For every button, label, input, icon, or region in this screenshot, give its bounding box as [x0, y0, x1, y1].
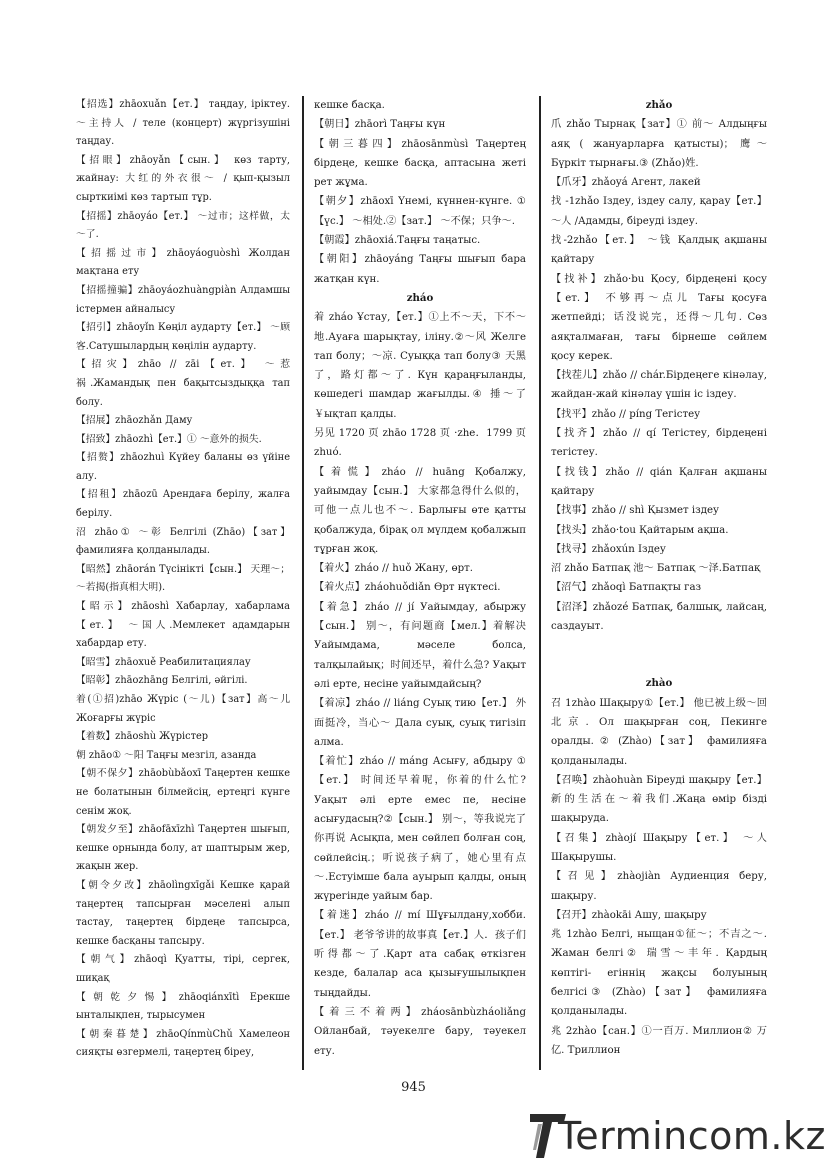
section-heading: zhǎo — [645, 99, 673, 111]
dictionary-entry: 【召唤】zhàohuàn Біреуді шақыру【ет.】 新的生活在～着我们.Жаңа өмір бізді шақыруда. — [551, 774, 767, 825]
dictionary-entry: 【爪牙】zhǎoyá Агент, лакей — [551, 177, 701, 189]
column-middle — [314, 96, 526, 1061]
dictionary-entry: 【招摇过市】zhāoyáoguòshì Жолдан мақтана ету — [76, 247, 290, 278]
dictionary-entry: 【找平】zhǎo // píng Тегістеу — [551, 408, 701, 420]
dictionary-entry: 【朝夕】zhāoxī Үнемі, күннен-күнге. ①【үс.】 ～相处.②【зат.】 ～不保；只争～. — [314, 196, 526, 227]
dictionary-entry: 【着迷】zháo // mí Шұғылдану,хобби.【ет.】 老爷爷讲的故事真【ет.】人．孩子们听得都～了.Қарт ата сабақ өткізген кезде, балалар аса қызығушылықпен тыңдайды. — [314, 910, 526, 999]
dictionary-entry: 【招展】zhāozhǎn Даму — [76, 415, 193, 427]
dictionary-entry: 【朝霞】zhāoxiá.Таңғы таңатыс. — [314, 235, 481, 247]
dictionary-entry: 爪 zhǎo Тырнақ【зат】① 前～ Алдыңғы аяқ ( жануарларға қатысты)；鹰～ Бүркіт тырнағы.③ (Zhǎo)姓. — [551, 119, 767, 169]
dictionary-entry: 【沼气】zhǎoqì Батпақты газ — [551, 582, 702, 594]
dictionary-entry: 【朝日】zhāorì Таңғы күн — [314, 119, 446, 131]
section-heading: zhào — [645, 677, 673, 690]
dictionary-entry: 【朝三暮四】zhāosānmùsì Таңертең бірдеңе, кешке басқа, аптасына жеті рет жұма. — [314, 138, 526, 189]
column-divider-2 — [539, 96, 541, 1070]
dictionary-entry: 【朝发夕至】zhāofāxīzhì Таңертен шығып, кешке орнында болу, ат шаптырым жер, жақын жер. — [76, 824, 290, 873]
dictionary-entry: 【朝乾夕惕】zhāoqiánxītì Ерекше ынталықпен, тырысумен — [76, 991, 290, 1022]
dictionary-entry: 沼 zhǎo Батпақ 池～ Батпақ ～泽.Батпақ — [551, 563, 761, 575]
dictionary-entry: 【找补】zhǎo·bu Қосу, бірдеңені қосу【ет.】 不够再～点儿 Тағы қосуға жетпейді；话没说完，还得～几句. Сөз аяқталмаған, тағы бірнеше сөйлем қосу керек. — [551, 273, 767, 362]
dictionary-entry: 【找头】zhǎo·tou Қайтарым ақша. — [551, 524, 729, 536]
dictionary-entry: 找-2zhǎo【ет.】 ～钱 Қалдық ақшаны қайтару — [551, 235, 767, 266]
dictionary-entry: 【朝不保夕】zhāobùbǎoxī Таңертен кешке не болатынын білмейсің, ертеңгі күнге сенім жоқ. — [76, 768, 290, 817]
dictionary-entry: 着(①招)zhāo Жүріс (～儿)【зат】高～儿 Жоғарғы жүріс — [76, 694, 290, 724]
dictionary-entry: 【着火点】zháohuǒdiǎn Өрт нүктесі. — [314, 582, 501, 594]
dictionary-entry: 【着火】zháo // huǒ Жану, өрт. — [314, 563, 474, 575]
dictionary-entry: 【沼泽】zhǎozé Батпақ, балшық, лайсаң, саздауыт. — [551, 601, 767, 633]
dictionary-entry: кешке басқа. — [314, 100, 385, 111]
dictionary-entry: 【招引】zhāoyǐn Көңіл аударту【ет.】 ～顾客.Сатушылардың көңілін аударту. — [76, 322, 290, 352]
dictionary-entry: 【着急】zháo // jí Уайымдау, абыржу【сын.】 别～，有问题商【мел.】着解决 Уайымдама, мәселе болса, талқылайық；时间还早，着什么急? Уақыт әлі ерте, несіне уайымдайсың? — [314, 601, 526, 690]
termincom-logo — [528, 1108, 826, 1164]
dictionary-entry: 兆 1zhào Белгі, ныщан①征～；不吉之～. Жаман белгі② 瑞雪～丰年. Қардың көптігі- егіннің жақсы болуының белгісі③ (Zhào)【зат】 фамилияға қолданылады. — [551, 929, 767, 1018]
dictionary-entry: 【昭彰】zhāozhāng Белгілі, әйгілі. — [76, 675, 248, 687]
column-divider-1 — [302, 96, 304, 1070]
dictionary-entry: 【召集】zhàojí Шақыру【ет.】 ～人 Шақырушы. — [551, 832, 767, 863]
dictionary-entry: 【招摇撞骗】zhāoyáozhuàngpiàn Алдамшы істермен айналысу — [76, 284, 290, 315]
section-gap — [551, 636, 767, 674]
dictionary-entry: 兆 2zhào【сан.】①一百万. Миллион② 万亿. Триллион — [551, 1025, 767, 1056]
dictionary-entry: 【朝气】zhāoqì Қуатты, тірі, сергек, шиқақ — [76, 954, 290, 984]
dictionary-entry: 【找齐】zhǎo // qí Тегістеу, бірдеңені тегістеу. — [551, 428, 767, 459]
dictionary-entry: 【着忙】zháo // máng Асығу, абдыру ①【ет.】 时间还早着呢，你着的什么忙? Уақыт әлі ерте емес пе, несіне асығудасың?②【сын.】 别～，等我说完了你再说 Асықпа, мен сөйлеп болған соң, сөйлейсің.；听说孩子病了，她心里有点～.Естуімше бала ауырып қалды, оның жүрегінде уайым бар. — [314, 756, 526, 903]
dictionary-entry: 【招眼】zhāoyǎn【сын.】 көз тарту, жайнау: 大红的外衣很～ / қып-қызыл сырткиімі көз тартып тұр. — [76, 154, 290, 203]
dictionary-entry: 【召开】zhàokāi Ашу, шақыру — [551, 909, 707, 921]
page-number: 945 — [401, 1080, 426, 1095]
dictionary-entry: 【招赘】zhāozhuì Күйеу баланы өз үйіне алу. — [76, 452, 290, 482]
dictionary-entry: 【招选】zhāoxuǎn【ет.】 таңдау, іріктеу. ～主持人 / теле (концерт) жүргізушіні таңдау. — [76, 99, 290, 148]
dictionary-entry: 找 -1zhǎo Іздеу, іздеу салу, қарау【ет.】 ～人 /Адамды, біреуді іздеу. — [551, 196, 767, 227]
dictionary-entry: 【着慌】zháo // huāng Қобалжу, уайымдау【сын.】 大家都急得什么似的，可他一点儿也不～. Барлығы өте қатты қобалжуда, бірақ ол мүлдем қобалжып тұрған жоқ. — [314, 466, 526, 555]
dictionary-entry: 【招摇】zhāoyáo【ет.】 ～过市；这样做，太～了. — [76, 210, 290, 241]
column-left — [76, 96, 290, 1063]
section-heading: zháo — [406, 291, 434, 304]
dictionary-entry: 【招灾】zhāo // zāi【ет.】 ～惹祸.Жамандық пен бақытсыздыққа тап болу. — [76, 359, 290, 408]
dictionary-entry: 【朝阳】zhāoyáng Таңғы шығып бара жатқан күн. — [314, 254, 526, 285]
dictionary-entry: 【招租】zhāozū Арендаға берілу, жалға берілу. — [76, 489, 290, 520]
dictionary-entry: 朝 zhāo① ～阳 Таңғы мезгіл, азанда — [76, 749, 257, 761]
dictionary-entry: 【召见】zhàojiàn Аудиенция беру, шақыру. — [551, 871, 767, 902]
dictionary-entry: 【找钱】zhǎo // qián Қалған ақшаны қайтару — [551, 466, 767, 497]
dictionary-entry: 【昭雪】zhāoxuě Реабилитациялау — [76, 656, 251, 668]
dictionary-entry: 【昭然】zhāorán Түсінікті【сын.】 天理～；～若揭(指真相大明). — [76, 563, 290, 594]
dictionary-entry: 【朝令夕改】zhāolìngxīgǎi Кешке қарай таңертең тапсырған мәселені алып тастау, таңертең бірдеңе тапсырса, кешке басқаны тапсыру. — [76, 879, 290, 947]
dictionary-entry: 【找事】zhǎo // shì Қызмет іздеу — [551, 505, 719, 517]
dictionary-entry: 【着凉】zháo // liáng Суық тию【ет.】 外面挺冷，当心～ Дала суық, суық тигізіп алма. — [314, 698, 526, 748]
dictionary-entry: 【找寻】zhǎoxún Іздеу — [551, 543, 666, 555]
dictionary-entry: 【着三不着两】zháosānbùzháoliǎng Ойланбай, тәуекелге бару, тәуекел ету. — [314, 1006, 526, 1057]
dictionary-entry: 着 zháo Ұстау,【ет.】①上不～天，下不～地.Ауаға шарықтау, іліну.②～风 Желге тап болу；～凉. Суыққа тап болу③ 天黑了，路灯都～了. Күн қараңғыланды, көшедегі шамдар жағылды.④ 捶～了 ￥ықтап қалды. — [314, 312, 526, 420]
dictionary-entry: 召 1zhào Шақыру①【ет.】 他已被上级～回北京. Ол шақырған соң, Пекинге оралды. ② (Zhào)【зат】 фамилияға қолданылады. — [551, 697, 767, 767]
dictionary-entry: 【朝秦暮楚】zhāoQínmùChǔ Хамелеон сияқты өзгермелі, таңертең біреу, — [76, 1028, 290, 1059]
dictionary-entry: 【找茬儿】zhǎo // chár.Бірдеңеге кінәлау, жайдан-жай кінәлау үшін іс іздеу. — [551, 370, 767, 401]
dictionary-entry: 【着数】zhāoshù Жүрістер — [76, 731, 209, 743]
dictionary-entry: 沼 zhāo① ～彰 Белгілі (Zhāo)【зат】 фамилияға қолданылады. — [76, 526, 290, 557]
dictionary-entry: 【招致】zhāozhì【ет.】① ～意外的损失. — [76, 433, 262, 445]
dictionary-entry: 另见 1720 页 zhāo 1728 页 ·zhe．1799 页 zhuó. — [314, 428, 526, 459]
column-right — [551, 96, 767, 1060]
logo-text: Termincom.kz — [558, 1114, 826, 1158]
dictionary-entry: 【昭示】zhāoshì Хабарлау, хабарлама【ет.】 ～国人.Мемлекет адамдарын хабардар ету. — [76, 601, 290, 650]
